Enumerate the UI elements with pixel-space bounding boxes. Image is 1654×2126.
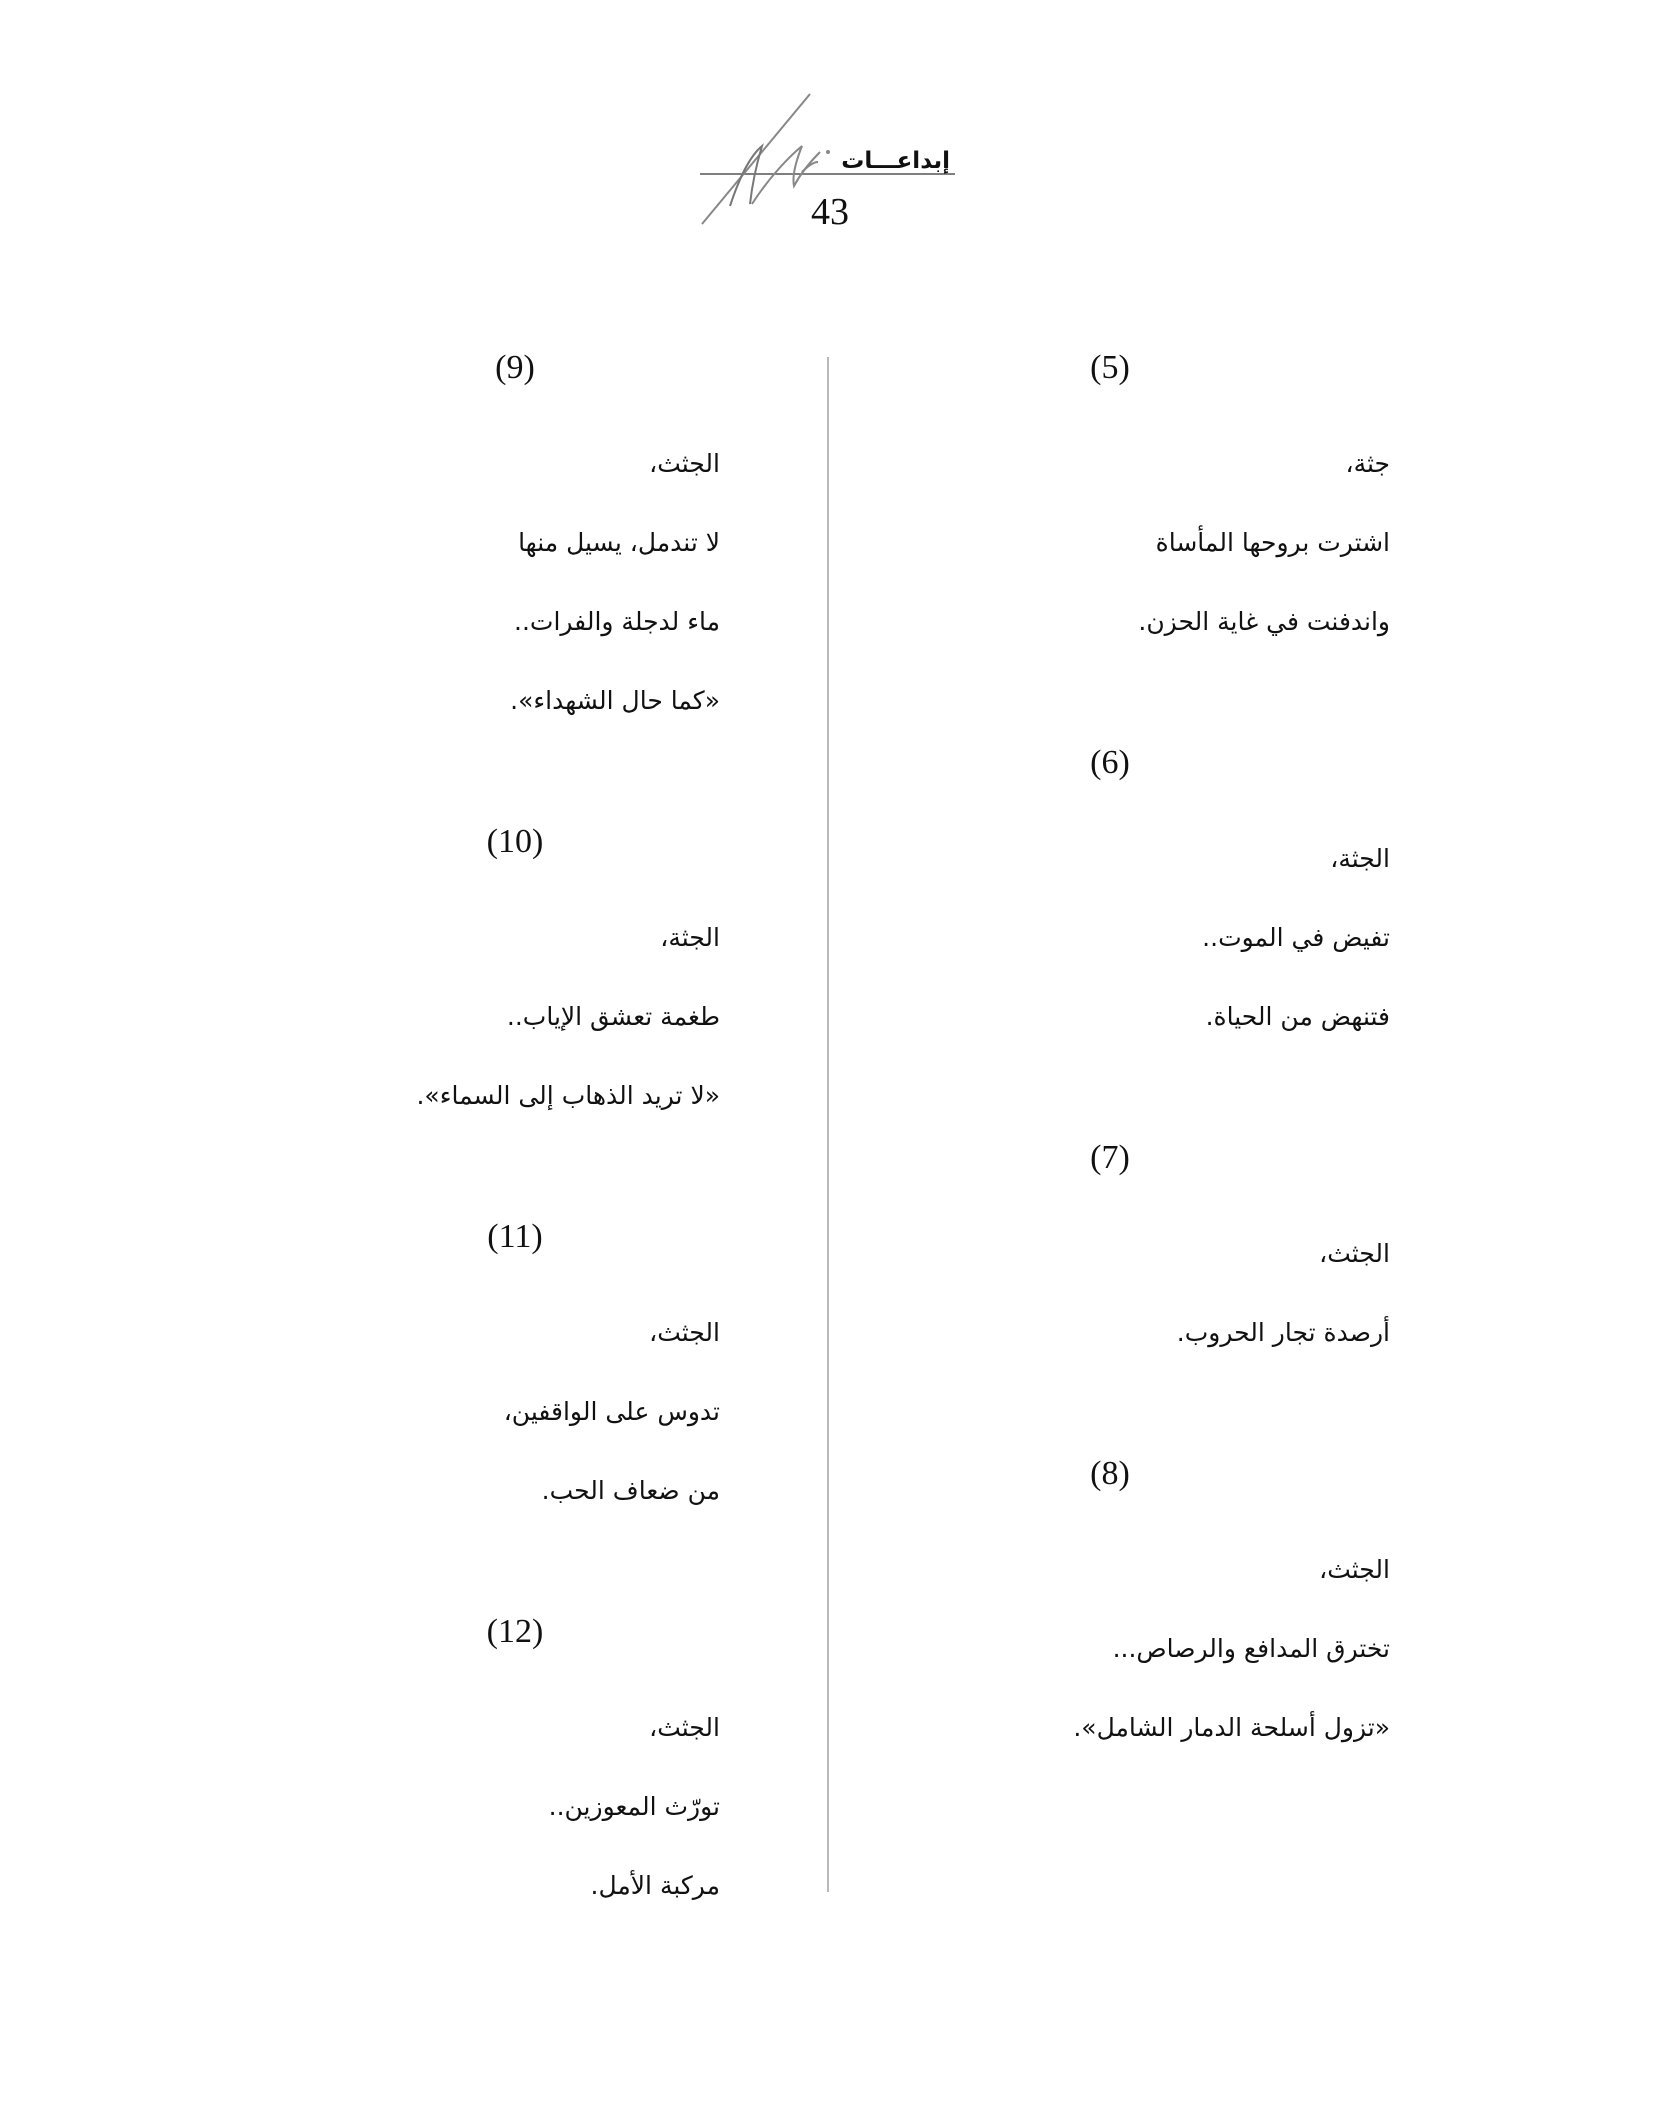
verse-line: تدوس على الواقفين، [503,1397,720,1426]
verse-line: اشترت بروحها المأساة [1155,528,1390,557]
stanza-number: (6) [1090,744,1130,781]
verse-line: الجثث، [649,449,720,478]
verse-line: طغمة تعشق الإياب.. [506,1002,720,1031]
verse-line: «تزول أسلحة الدمار الشامل». [1073,1713,1390,1742]
verse-line: أرصدة تجار الحروب. [1176,1318,1390,1347]
stanza-number: (8) [1090,1455,1130,1492]
verse-line: تورّث المعوزين.. [548,1792,720,1821]
stanza-9 [330,345,720,740]
verse-line: الجثث، [649,1713,720,1742]
column-divider [827,357,829,1892]
verse-line: الجثث، [1319,1239,1390,1268]
stanza-number: (10) [486,823,544,860]
stanza-11 [330,1214,720,1530]
stanza-12 [330,1609,720,1925]
stanza-number: (5) [1090,349,1130,386]
verse-line: من ضعاف الحب. [541,1476,720,1505]
verse-line: الجثة، [660,923,720,952]
verse-line: الجثث، [1319,1555,1390,1584]
stanza-number: (7) [1090,1139,1130,1176]
right-column [1000,345,1390,1767]
stanza-8 [1000,1451,1390,1767]
verse-line: واندفنت في غاية الحزن. [1138,607,1390,636]
left-column [330,345,720,1925]
verse-line: ماء لدجلة والفرات.. [514,607,720,636]
verse-line: الجثث، [649,1318,720,1347]
stanza-5 [1000,345,1390,661]
stanza-10 [330,819,720,1135]
stanza-number: (11) [487,1218,543,1255]
verse-line: جثة، [1345,449,1390,478]
stanza-number: (12) [486,1613,544,1650]
verse-line: تفيض في الموت.. [1202,923,1390,952]
verse-line: الجثة، [1330,844,1390,873]
stanza-7 [1000,1135,1390,1372]
stanza-number: (9) [495,349,535,386]
verse-line: «لا تريد الذهاب إلى السماء». [416,1081,720,1110]
magazine-section-label: إبداعـــات [841,148,950,174]
stanza-6 [1000,740,1390,1056]
verse-line: مركبة الأمل. [590,1871,720,1900]
verse-line: تخترق المدافع والرصاص... [1112,1634,1390,1663]
verse-line: لا تندمل، يسيل منها [518,528,720,557]
verse-line: فتنهض من الحياة. [1205,1002,1390,1031]
page-number: 43 [811,191,849,233]
verse-line: «كما حال الشهداء». [510,686,720,715]
